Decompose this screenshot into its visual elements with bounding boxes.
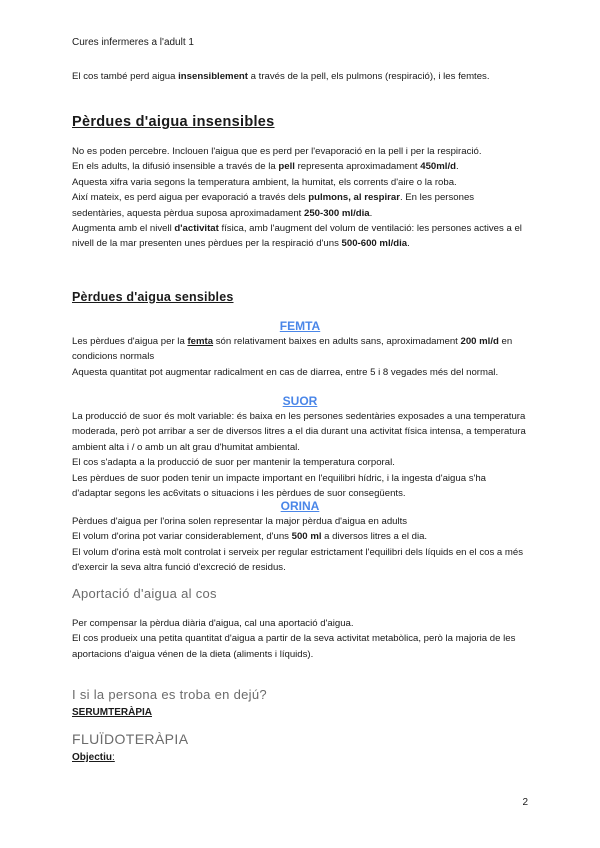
text: . <box>369 207 373 219</box>
orina-line-2 <box>72 529 528 544</box>
heading-aportacio: Aportació d'aigua al cos <box>72 586 217 601</box>
text: són relativament baixes en adults sans, aproximadament <box>213 336 461 347</box>
suor-line-2: El cos s'adapta a la producció de suor per mantenir la temperatura corporal. <box>72 457 395 469</box>
heading-perdues-insensibles: Pèrdues d'aigua insensibles <box>72 114 275 130</box>
aportacio-line-2: El cos produeix una petita quantitat d'aigua a partir de la seva activitat metabòlica, però la majoria de les aportacions d'aigua vénen de la dieta (aliments i líquids). <box>72 633 516 660</box>
heading-deju: I si la persona es troba en dejú? <box>72 687 267 702</box>
heading-femta: FEMTA <box>279 319 321 333</box>
text: . <box>407 238 410 250</box>
orina-line-3: El volum d'orina està molt controlat i serveix per regular estrictament l'equilibri dels líquids en el cos a més d'exercir la seva altra funció d'excreció de residus. <box>72 546 524 574</box>
bold-text: d'activitat <box>174 223 219 235</box>
intro-text: El cos també perd aigua <box>72 71 179 82</box>
insensibles-section <box>72 144 528 252</box>
objectiu-label <box>72 752 115 763</box>
bold-text: 450ml/d <box>420 161 456 173</box>
heading-perdues-sensibles: Pèrdues d'aigua sensibles <box>72 290 234 304</box>
page-number: 2 <box>522 797 528 808</box>
text: . En les persones sedentàries, aquesta pèrdua suposa aproximadament <box>72 192 475 219</box>
objectiu-text: Objectiu <box>72 752 113 763</box>
bold-text: 500-600 ml/dia <box>341 238 408 250</box>
bold-text: 250-300 ml/dia <box>304 207 370 219</box>
femta-section <box>72 334 528 380</box>
colon-text: : <box>112 752 115 763</box>
orina-section <box>72 514 528 576</box>
femta-line-2: Aquesta quantitat pot augmentar radicalment en cas de diarrea, entre 5 i 8 vegades més del normal. <box>72 366 499 378</box>
intro-bold: insensiblement <box>178 71 248 82</box>
insensibles-line-5 <box>72 221 528 252</box>
heading-fluidoterapia: FLUÏDOTERÀPIA <box>72 731 189 747</box>
suor-line-1: La producció de suor és molt variable: és baixa en les persones sedentàries exposades a una temperatura moderada, però pot arribar a ser de diversos litres a el dia durant una activitat física intensa, a temperatura ambient alta i / o amb un alt grau d'humitat ambiental. <box>72 411 526 453</box>
bold-text: pell <box>278 161 295 173</box>
aportacio-section <box>72 616 528 662</box>
femta-line-1 <box>72 334 528 365</box>
insensibles-line-4 <box>72 190 528 221</box>
text: En els adults, la difusió insensible a través de la <box>72 161 279 173</box>
aportacio-line-1: Per compensar la pèrdua diària d'aigua, cal una aportació d'aigua. <box>72 618 354 629</box>
running-header: Cures infermeres a l'adult 1 <box>72 37 194 48</box>
bold-text: 500 ml <box>291 531 322 543</box>
heading-serumterapia: SERUMTERÀPIA <box>72 707 153 718</box>
insensibles-line-3: Aquesta xifra varia segons la temperatura ambient, la humitat, els corrents d'aire o la roba. <box>72 176 457 188</box>
text: en condicions normals <box>72 336 513 363</box>
bold-text: femta <box>187 336 214 347</box>
suor-line-3: Les pèrdues de suor poden tenir un impacte important en l'equilibri hídric, i la ingesta d'aigua s'ha d'adaptar segons les ac6vitats o situacions i les pèrdues de suor consegüents. <box>72 472 487 500</box>
suor-section <box>72 409 528 501</box>
text: física, amb l'augment del volum de ventilació: les persones actives a el nivell de la mar presenten unes pèrdues per la respiració d'uns <box>72 223 522 250</box>
text: . <box>455 161 459 173</box>
text: a diversos litres a el dia. <box>321 531 428 543</box>
bold-text: pulmons, al respirar <box>308 192 400 204</box>
text: Augmenta amb el nivell <box>72 223 175 235</box>
text: Així mateix, es perd aigua per evaporació a través dels <box>72 192 309 204</box>
insensibles-line-1: No es poden percebre. Inclouen l'aigua que es perd per l'evaporació en la pell i per la respiració. <box>72 146 482 157</box>
insensibles-line-2 <box>72 159 528 174</box>
intro-paragraph <box>72 69 528 84</box>
bold-text: 200 ml/d <box>460 336 499 347</box>
text: Les pèrdues d'aigua per la <box>72 336 188 347</box>
orina-line-1: Pèrdues d'aigua per l'orina solen representar la major pèrdua d'aigua en adults <box>72 516 408 527</box>
heading-orina: ORINA <box>280 499 320 513</box>
text: El volum d'orina pot variar considerablement, d'uns <box>72 531 292 543</box>
intro-text-end: a través de la pell, els pulmons (respiració), i les femtes. <box>247 71 490 82</box>
heading-suor: SUOR <box>282 394 318 408</box>
text: representa aproximadament <box>294 161 421 173</box>
